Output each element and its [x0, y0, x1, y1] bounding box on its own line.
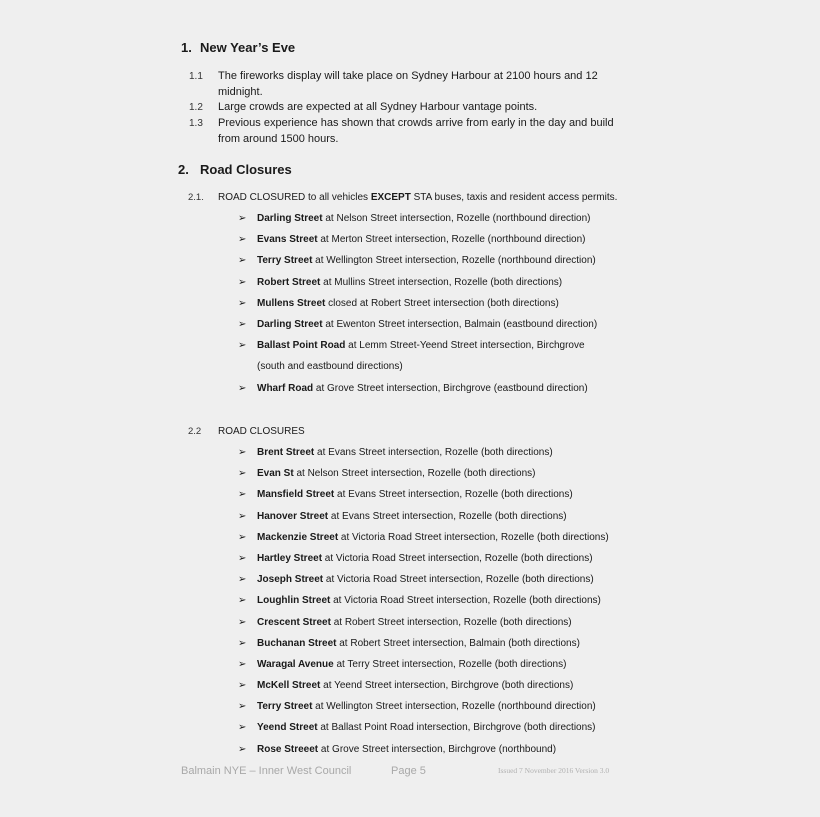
arrow-bullet-icon: ➢ [238, 722, 247, 734]
paragraph-number: 1.3 [189, 118, 203, 129]
arrow-bullet-icon: ➢ [238, 680, 247, 692]
arrow-bullet-icon: ➢ [238, 701, 247, 713]
arrow-bullet-icon: ➢ [238, 510, 247, 522]
arrow-bullet-icon: ➢ [238, 255, 247, 267]
arrow-bullet-icon: ➢ [238, 213, 247, 224]
section-title: New Year’s Eve [200, 40, 296, 55]
arrow-bullet-icon: ➢ [238, 743, 247, 755]
paragraph-2-1 [188, 191, 648, 206]
paragraph-1-2 [189, 100, 649, 116]
arrow-bullet-icon: ➢ [238, 234, 247, 246]
footer-issued: Issued 7 November 2016 Version 3.0 [498, 766, 610, 775]
paragraph-number: 1.1 [189, 71, 203, 82]
arrow-bullet-icon: ➢ [238, 276, 247, 288]
paragraph-number: 2.1. [188, 192, 204, 203]
arrow-bullet-icon: ➢ [238, 531, 247, 543]
arrow-bullet-icon: ➢ [238, 318, 247, 330]
document-page: 1. New Year’s Eve 1.1 The fireworks display will take place on Sydney Harbour at 2100 hours and 12 midnight. 1.2 Large crowds are expected at all Sydney Harbour vantage points. 1.3 Previous experience has shown that crowds arrive from early in the day and build from around 1500 hours. 2. Road Closures 2.1. ROAD CLOSURED to all vehicles EXCEPT STA buses, taxis and resident access permits. ➢ Darling Street at Nelson Street intersection, Rozelle (northbound direction) ➢ Evans Street at Merton Street intersection, Rozelle (northbound direction) ➢ Terry Street at Wellington Street intersection, Rozelle (northbound direction) ➢ Robert Street at Mullins Street intersection, Rozelle (both directions) ➢ Mullens Street closed at Robert Street intersection (both directions) ➢ Darling Street at Ewenton Street intersection, Balmain (eastbound direction) ➢ Ballast Point Road at Lemm Street-Yeend Street intersection, Birchgrove (south and eastbound directions) ➢ Wharf Road at Grove Street intersection, Birchgrove (eastbound direction) 2.2 ROAD CLOSURES ➢ Brent Street at Evans Street intersection, Rozelle (both directions) ➢ Evan St at Nelson Street intersection, Rozelle (both directions) ➢ Mansfield Street at Evans Street intersection, Rozelle (both directions) ➢ Hanover Street at Evans Street intersection, Rozelle (both directions) ➢ Mackenzie Street at Victoria Road Street intersection, Rozelle (both directions) ➢ Hartley Street at Victoria Road Street intersection, Rozelle (both directions) ➢ Joseph Street at Victoria Road Street intersection, Rozelle (both directions) ➢ Loughlin Street at Victoria Road Street intersection, Rozelle (both directions) ➢ Crescent Street at Robert Street intersection, Rozelle (both directions) ➢ Buchanan Street at Robert Street intersection, Balmain (both directions) ➢ Waragal Avenue at Terry Street intersection, Rozelle (both directions) ➢ McKell Street at Yeend Street intersection, Birchgrove (both directions) ➢ Terry Street at Wellington Street intersection, Rozelle (northbound direction) ➢ Yeend Street at Ballast Point Road intersection, Birchgrove (both directions) ➢ Rose Streeet at Grove Street intersection, Birchgrove (northbound) Balmain NYE – Inner West Council Page 5 Issued 7 November 2016 Version 3.0 [0, 0, 820, 817]
arrow-bullet-icon: ➢ [238, 489, 247, 501]
arrow-bullet-icon: ➢ [238, 297, 247, 309]
arrow-bullet-icon: ➢ [238, 616, 247, 628]
arrow-bullet-icon: ➢ [238, 574, 247, 586]
paragraph-number: 1.2 [189, 102, 203, 113]
paragraph-text: ROAD CLOSURED to all vehicles EXCEPT STA buses, taxis and resident access permits. [218, 192, 618, 203]
section-title: Road Closures [200, 162, 292, 177]
section-number: 1. [181, 40, 192, 55]
paragraph-text: Previous experience has shown that crowds arrive from early in the day and build from around 1500 hours. [218, 117, 614, 145]
paragraph-1-1 [189, 69, 649, 101]
arrow-bullet-icon: ➢ [238, 382, 247, 394]
section-number: 2. [178, 162, 189, 177]
arrow-bullet-icon: ➢ [238, 595, 247, 607]
arrow-bullet-icon: ➢ [238, 447, 247, 458]
arrow-bullet-icon: ➢ [238, 340, 247, 352]
paragraph-2-2 [188, 425, 648, 440]
paragraph-number: 2.2 [188, 426, 202, 437]
footer-page-number: Page 5 [391, 765, 426, 777]
paragraph-1-3 [189, 116, 649, 148]
paragraph-text: ROAD CLOSURES [218, 426, 305, 437]
arrow-bullet-icon: ➢ [238, 552, 247, 564]
arrow-bullet-icon: ➢ [238, 637, 247, 649]
paragraph-text: The fireworks display will take place on Sydney Harbour at 2100 hours and 12 midnight. [218, 70, 598, 98]
arrow-bullet-icon: ➢ [238, 658, 247, 670]
paragraph-text: Large crowds are expected at all Sydney Harbour vantage points. [218, 101, 538, 113]
footer-council: Balmain NYE – Inner West Council [181, 765, 352, 777]
arrow-bullet-icon: ➢ [238, 468, 247, 480]
